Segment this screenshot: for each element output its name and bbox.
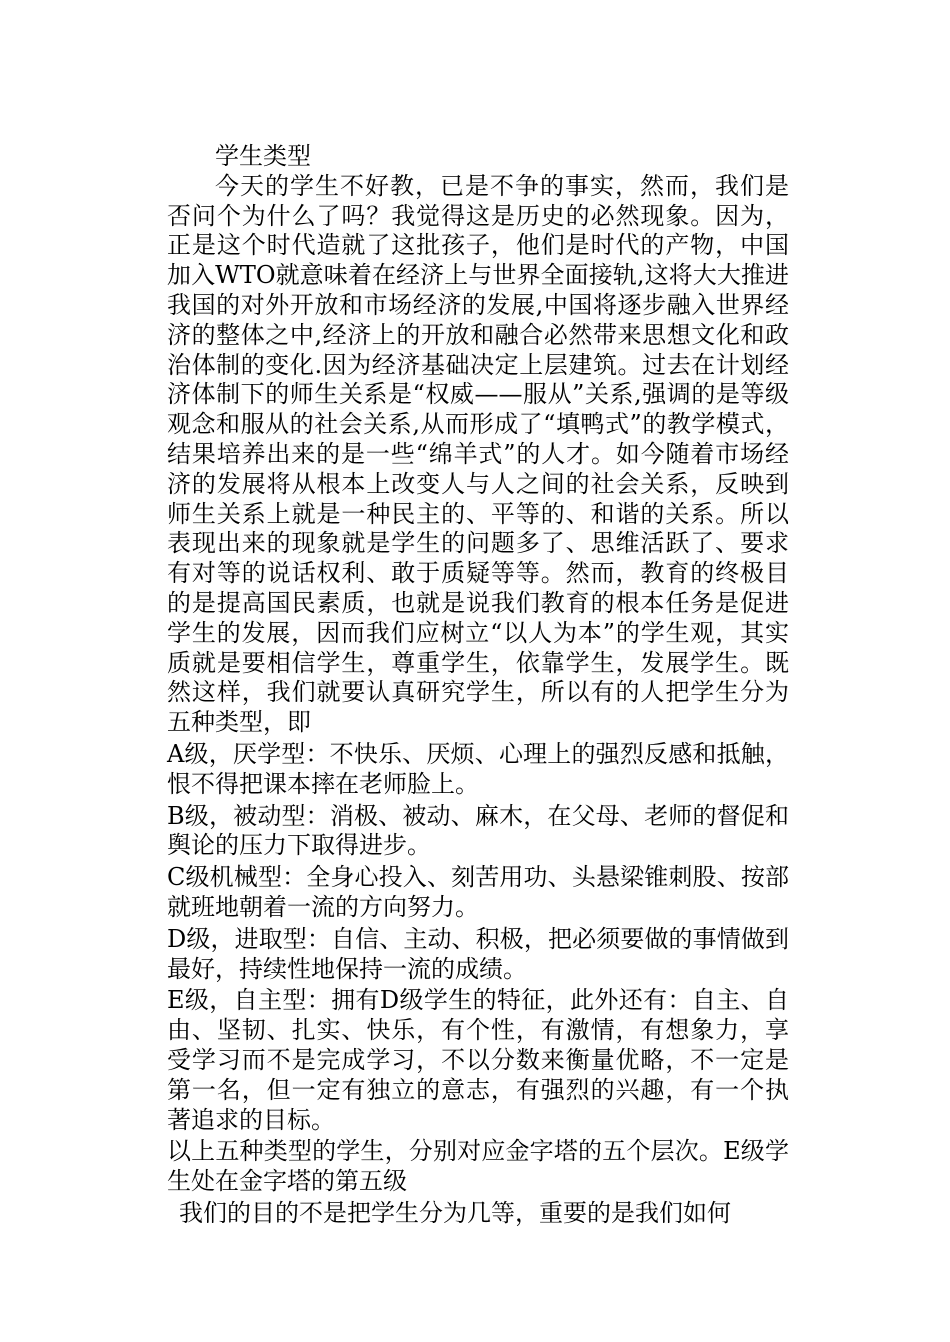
level-c-paragraph: C级机械型：全身心投入、刻苦用功、头悬梁锥刺股、按部就班地朝着一流的方向努力。 — [167, 863, 789, 921]
level-a-paragraph: A级，厌学型：不快乐、厌烦、心理上的强烈反感和抵触，恨不得把课本摔在老师脸上。 — [167, 739, 789, 798]
intro-paragraph: 今天的学生不好教，已是不争的事实，然而，我们是否问个为什么了吗？我觉得这是历史的必然现象。因为，正是这个时代造就了这批孩子，他们是时代的产物，中国加入WTO就意味着在经济上与世界全面接轨,这将大大推进我国的对外开放和市场经济的发展,中国将逐步融入世界经济的整体之中,经济上的开放和融合必然带来思想文化和政治体制的变化.因为经济基础决定上层建筑。过去在计划经济体制下的师生关系是“权威——服从”关系,强调的是等级观念和服从的社会关系,从而形成了“填鸭式”的教学模式，结果培养出来的是一些“绵羊式”的人才。如今随着市场经济的发展将从根本上改变人与人之间的社会关系，反映到师生关系上就是一种民主的、平等的、和谐的关系。所以表现出来的现象就是学生的问题多了、思维活跃了、要求有对等的说话权利、敢于质疑等等。然而，教育的终极目的是提高国民素质，也就是说我们教育的根本任务是促进学生的发展，因而我们应树立“以人为本”的学生观，其实质就是要相信学生，尊重学生，依靠学生，发展学生。既然这样，我们就要认真研究学生，所以有的人把学生分为 五种类型，即 — [167, 171, 789, 737]
level-e-paragraph: E级，自主型：拥有D级学生的特征，此外还有：自主、自由、坚韧、扎实、快乐，有个性，有激情，有想象力，享受学习而不是完成学习，不以分数来衡量优略，不一定是第一名，但一定有独立的意志，有强烈的兴趣，有一个执著追求的目标。 — [167, 986, 789, 1134]
closing-paragraph: 我们的目的不是把学生分为几等，重要的是我们如何 — [179, 1198, 731, 1227]
level-d-paragraph: D级，进取型：自信、主动、积极，把必须要做的事情做到最好，持续性地保持一流的成绩。 — [167, 924, 789, 983]
document-page — [167, 142, 789, 1229]
summary-paragraph: 以上五种类型的学生，分别对应金字塔的五个层次。E级学生处在金字塔的第五级 — [167, 1137, 789, 1196]
document-title: 学生类型 — [215, 142, 311, 170]
level-b-paragraph: B级，被动型：消极、被动、麻木，在父母、老师的督促和舆论的压力下取得进步。 — [167, 801, 789, 860]
